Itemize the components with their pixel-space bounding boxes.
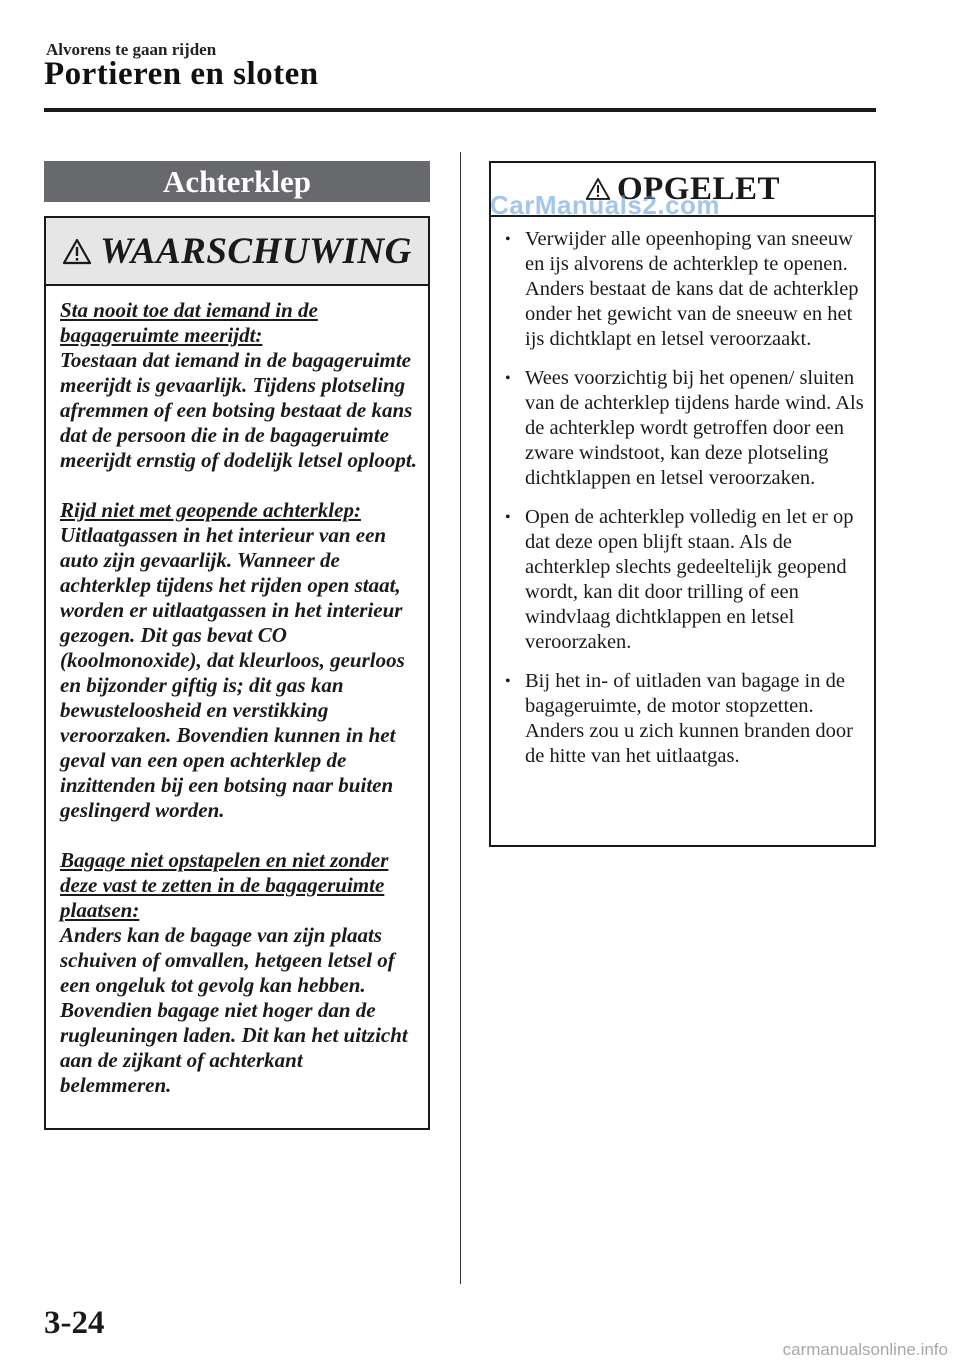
header-rule [44, 108, 876, 112]
warning-paragraph-heading: Bagage niet opstapelen en niet zonder deze vast te zetten in de bagageruimte plaatsen: [60, 848, 389, 922]
caution-item-text: Wees voorzichtig bij het openen/ sluiten van de achterklep tijdens harde wind. Als de achterklep wordt getroffen door een zware windstoot, kan deze plotseling dichtklappen en letsel veroorzaken. [525, 367, 864, 489]
caution-list-item [503, 669, 868, 769]
caution-item-text: Verwijder alle opeenhoping van sneeuw en ijs alvorens de achterklep te openen. Anders bestaat de kans dat de achterklep onder het gewicht van de sneeuw en het ijs dichtklapt en letsel veroorzaakt. [525, 228, 859, 350]
warning-header [46, 218, 428, 286]
warning-paragraph-heading: Sta nooit toe dat iemand in de bagageruimte meerijdt: [60, 298, 318, 347]
caution-item-text: Bij het in- of uitladen van bagage in de bagageruimte, de motor stopzetten. Anders zou u zich kunnen branden door de hitte van het uitlaatgas. [525, 670, 853, 767]
breadcrumb: Alvorens te gaan rijden [46, 40, 217, 59]
warning-paragraph [60, 298, 418, 473]
page-title: Portieren en sloten [44, 56, 319, 92]
footer-watermark: carmanualsonline.info [782, 1340, 948, 1359]
warning-paragraph-text: Uitlaatgassen in het interieur van een auto zijn gevaarlijk. Wanneer de achterklep tijdens het rijden open staat, worden er uitlaatgassen in het interieur gezogen. Dit gas bevat CO (koolmonoxide), dat kleurloos, geurloos en bijzonder giftig is; dit gas kan bewusteloosheid en verstikking veroorzaken. Bovendien kunnen in het geval van een open achterklep de inzittenden bij een botsing naar buiten geslingerd worden. [60, 523, 405, 822]
warning-title: WAARSCHUWING [100, 230, 412, 272]
bullet-icon: • [505, 673, 511, 690]
warning-paragraph [60, 848, 418, 1098]
caution-list-item [503, 366, 868, 491]
warning-paragraph-text: Toestaan dat iemand in de bagageruimte meerijdt is gevaarlijk. Tijdens plotseling afremmen of een botsing bestaat de kans dat de persoon die in de bagageruimte meerijdt ernstig of dodelijk letsel oploopt. [60, 348, 417, 472]
caution-item-text: Open de achterklep volledig en let er op dat deze open blijft staan. Als de achterklep slechts gedeeltelijk geopend wordt, kan dit door trilling of een windvlaag dichtklappen en letsel veroorzaken. [525, 506, 854, 653]
bullet-icon: • [505, 231, 511, 248]
caution-title: OPGELET [616, 170, 781, 207]
warning-body [46, 286, 428, 1098]
warning-box [44, 216, 430, 1130]
caution-box [489, 161, 876, 847]
bullet-icon: • [505, 509, 511, 526]
warning-paragraph-heading: Rijd niet met geopende achterklep: [60, 498, 361, 522]
warning-paragraph [60, 498, 418, 823]
warning-paragraph-text: Anders kan de bagage van zijn plaats schuiven of omvallen, hetgeen letsel of een ongeluk tot gevolg kan hebben. Bovendien bagage niet hoger dan de rugleuningen laden. Dit kan het uitzicht aan de zijkant of achterkant belemmeren. [60, 923, 408, 1097]
column-divider [460, 152, 461, 1284]
caution-list [491, 217, 874, 769]
watermark-logo: CarManuals2.com [490, 190, 721, 220]
page-number: 3-24 [44, 1305, 105, 1341]
caution-list-item [503, 505, 868, 655]
warning-triangle-icon [62, 238, 92, 265]
bullet-icon: • [505, 370, 511, 387]
caution-list-item [503, 227, 868, 352]
section-heading: Achterklep [44, 161, 430, 202]
